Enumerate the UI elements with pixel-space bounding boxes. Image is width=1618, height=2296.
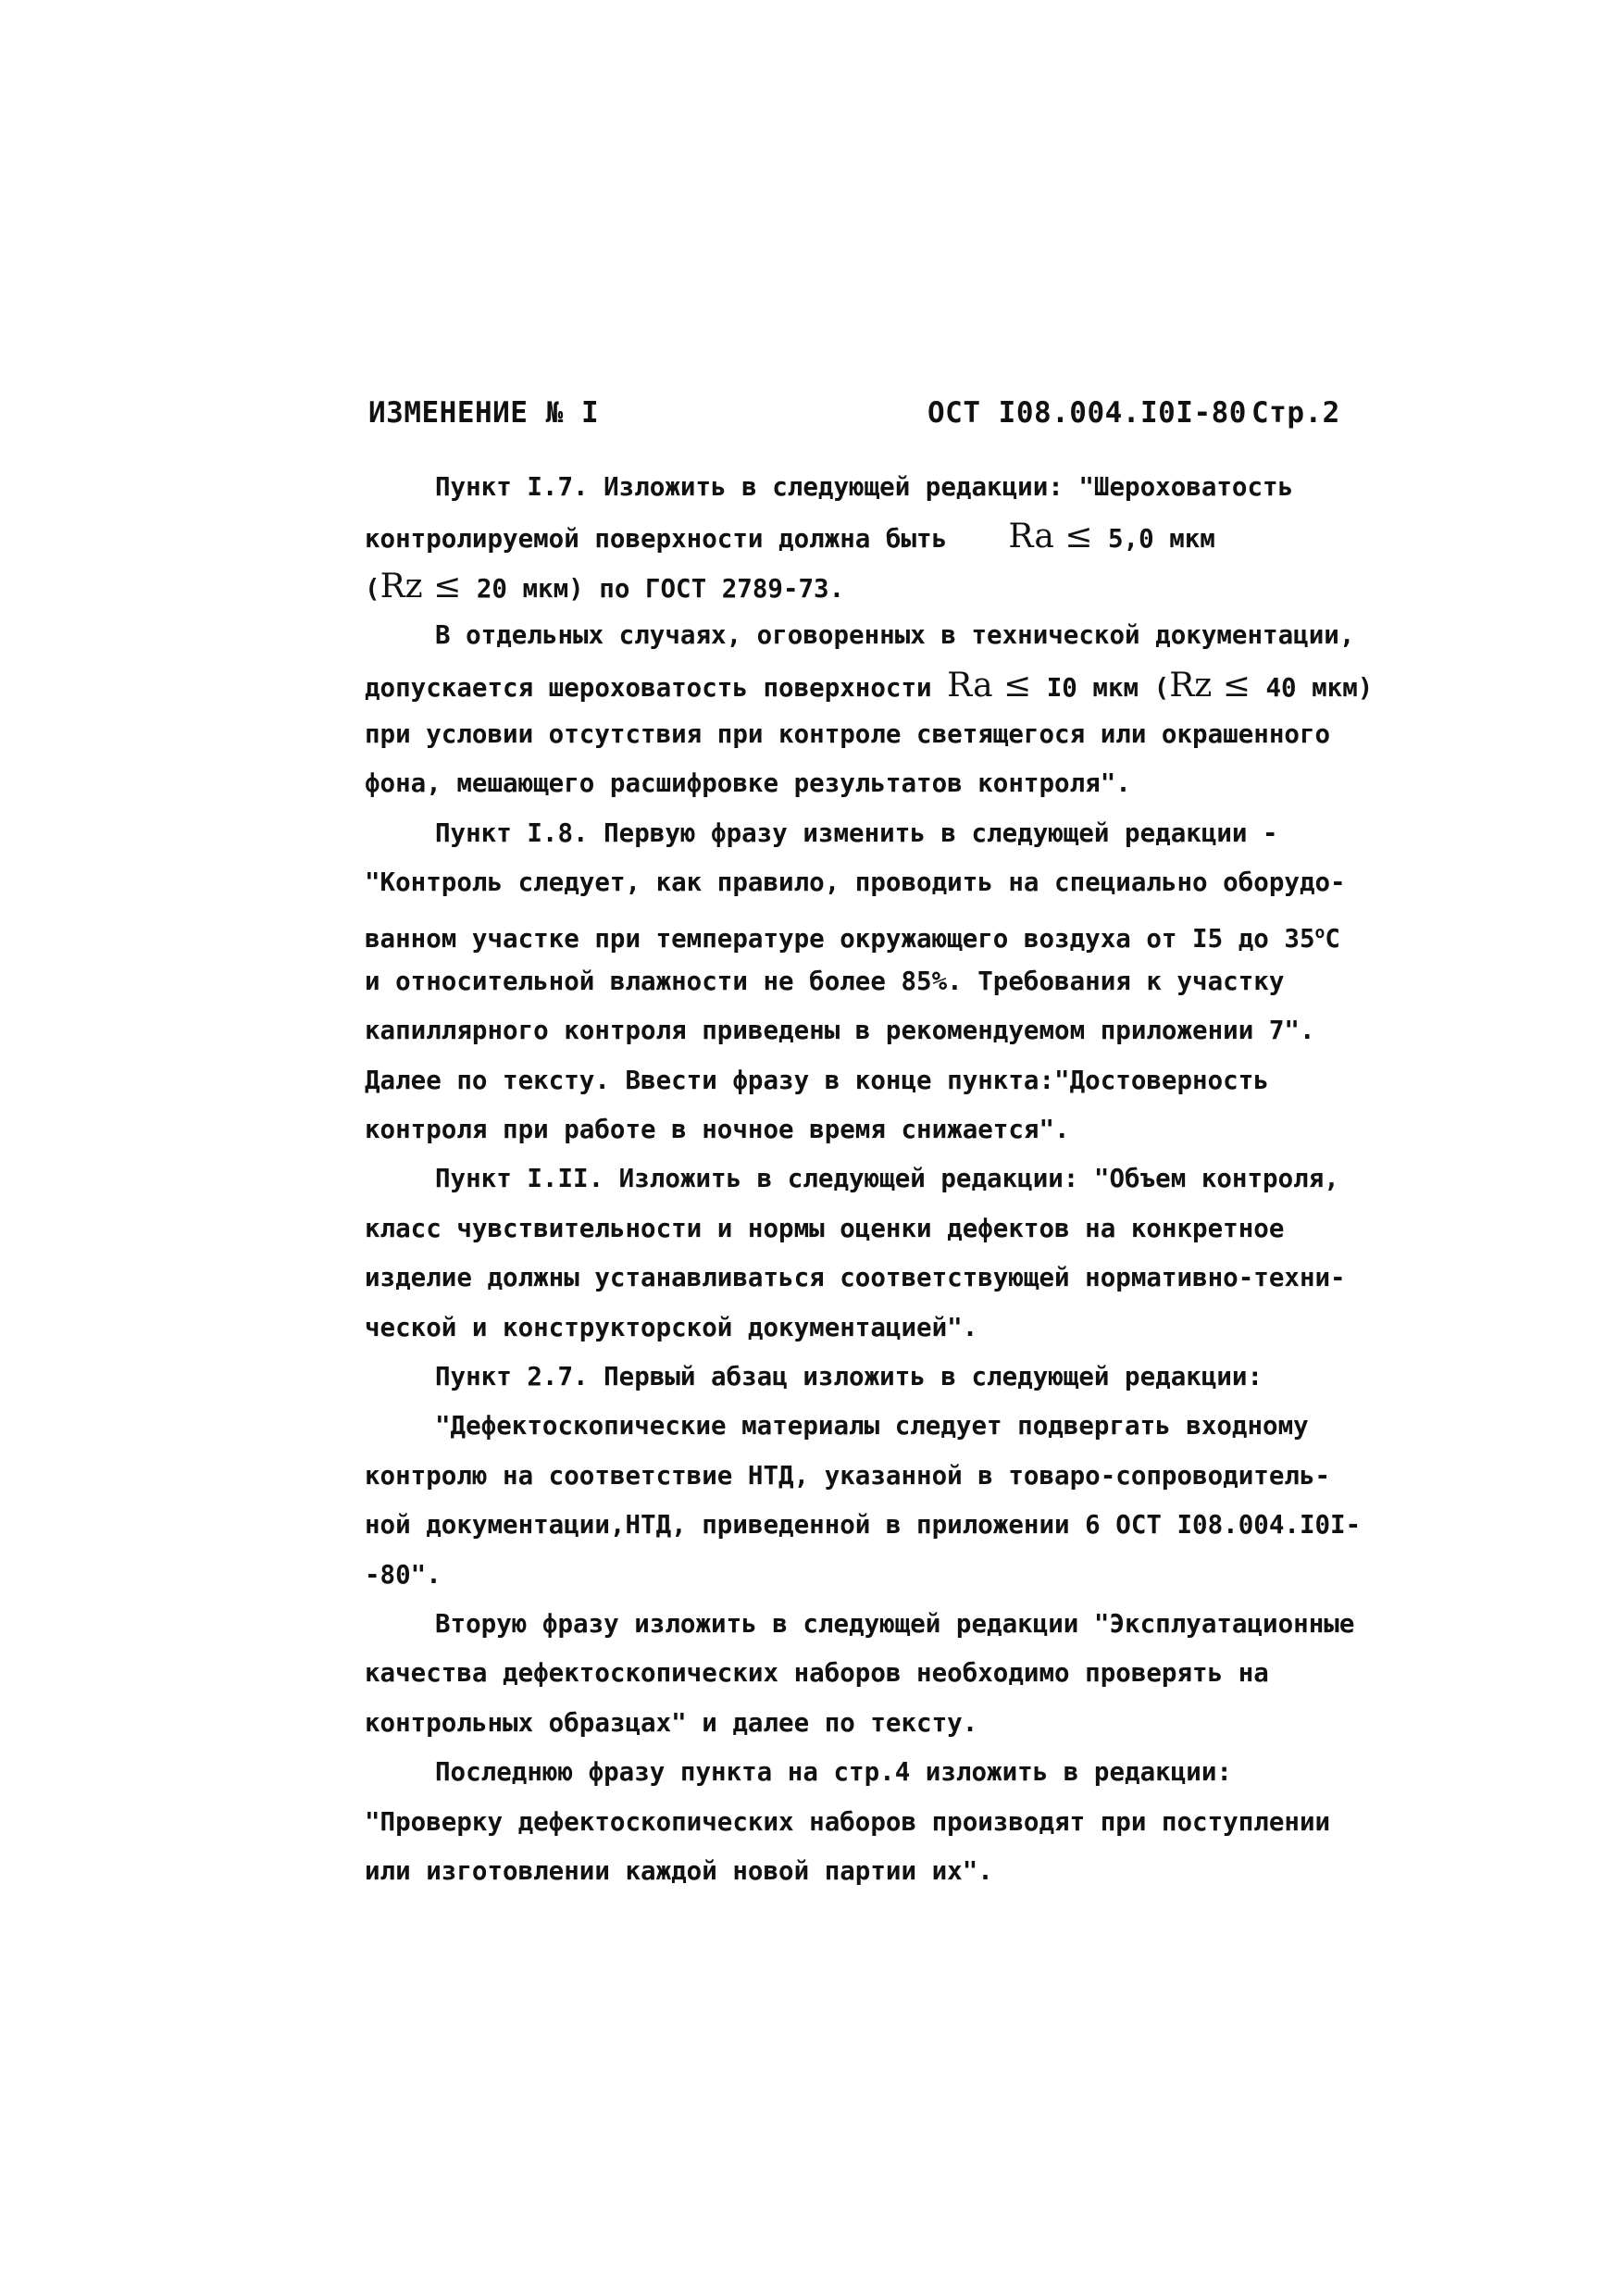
- paragraph-1-11-line-2: класс чувствительности и нормы оценки дефектов на конкретное: [365, 1213, 1285, 1243]
- paragraph-1-8-line-2: "Контроль следует, как правило, проводить на специально оборудо-: [365, 867, 1346, 898]
- paragraph-1-8-line-3: [365, 908, 1346, 957]
- paragraph-2-7-line-4: ной документации,НТД, приведенной в приложении 6 ОСТ I08.004.I0I-: [365, 1510, 1362, 1541]
- paragraph-2-7-line-1: Пункт 2.7. Первый абзац изложить в следующей редакции:: [435, 1362, 1263, 1392]
- paragraph-1-8-line-7: контроля при работе в ночное время снижается".: [365, 1115, 1070, 1145]
- text-segment: ванном участке при температуре окружающего воздуха от I5 до 35: [365, 923, 1315, 954]
- paragraph-1-7b-line-2: [365, 661, 1374, 710]
- paragraph-1-7b-line-1: В отдельных случаях, оговоренных в технической документации,: [435, 620, 1355, 651]
- paragraph-2-7-line-2: "Дефектоскопические материалы следует подвергать входному: [435, 1411, 1309, 1441]
- paragraph-1-7-line-1: Пункт I.7. Изложить в следующей редакции: "Шероховатость: [435, 472, 1294, 502]
- paragraph-1-11-line-4: ческой и конструкторской документацией".: [365, 1312, 978, 1342]
- paragraph-1-11-line-3: изделие должны устанавливаться соответствующей нормативно-техни-: [365, 1263, 1346, 1293]
- text-segment: контролируемой поверхности должна быть: [365, 524, 948, 555]
- roughness-ra-formula: Ra ≤: [947, 666, 1032, 705]
- paragraph-last-line-3: или изготовлении каждой новой партии их".: [365, 1855, 993, 1886]
- text-segment: 20 мкм) по ГОСТ 2789-73.: [476, 573, 845, 604]
- text-segment: I0 мкм (: [1046, 672, 1170, 703]
- paragraph-2-7b-line-1: Вторую фразу изложить в следующей редакции "Эксплуатационные: [435, 1608, 1355, 1639]
- paragraph-1-11-line-1: Пункт I.II. Изложить в следующей редакции: "Объем контроля,: [435, 1164, 1339, 1194]
- paragraph-1-7b-line-4: фона, мешающего расшифровке результатов контроля".: [365, 768, 1131, 799]
- paragraph-2-7b-line-3: контрольных образцах" и далее по тексту.: [365, 1707, 978, 1738]
- degree-mark: о: [1314, 922, 1326, 942]
- standard-code: ОСТ I08.004.I0I-80: [927, 396, 1247, 430]
- text-segment: С: [1325, 923, 1340, 954]
- text-segment: (: [365, 573, 380, 604]
- roughness-rz-formula: Rz ≤: [380, 567, 462, 605]
- paragraph-last-line-1: Последнюю фразу пункта на стр.4 изложить в редакции:: [435, 1757, 1232, 1788]
- paragraph-2-7-line-3: контролю на соответствие НТД, указанной в товаро-сопроводитель-: [365, 1460, 1331, 1491]
- paragraph-1-8-line-5: капиллярного контроля приведены в рекомендуемом приложении 7".: [365, 1016, 1315, 1046]
- roughness-ra-formula: Ra ≤: [1008, 518, 1093, 556]
- paragraph-2-7-line-5: -80".: [365, 1559, 442, 1590]
- paragraph-1-8-line-6: Далее по тексту. Ввести фразу в конце пункта:"Достоверность: [365, 1065, 1269, 1095]
- text-segment: 5,0 мкм: [1107, 524, 1215, 555]
- change-number-label: ИЗМЕНЕНИЕ № I: [368, 396, 600, 430]
- paragraph-last-line-2: "Проверку дефектоскопических наборов производят при поступлении: [365, 1806, 1331, 1837]
- document-body: [365, 463, 1374, 1896]
- text-segment: допускается шероховатость поверхности: [365, 672, 932, 703]
- paragraph-1-7b-line-3: при условии отсутствия при контроле светящегося или окрашенного: [365, 718, 1331, 749]
- paragraph-1-7-line-3: [365, 562, 1346, 611]
- paragraph-2-7b-line-2: качества дефектоскопических наборов необходимо проверять на: [365, 1658, 1269, 1689]
- paragraph-1-8-line-4: и относительной влажности не более 85%. Требования к участку: [365, 966, 1285, 996]
- text-segment: 40 мкм): [1265, 672, 1374, 703]
- page-number: Стр.2: [1251, 396, 1340, 430]
- roughness-rz-formula: Rz ≤: [1169, 666, 1251, 705]
- paragraph-1-7-line-2: [365, 512, 1346, 561]
- paragraph-1-8-line-1: Пункт I.8. Первую фразу изменить в следующей редакции -: [435, 817, 1278, 848]
